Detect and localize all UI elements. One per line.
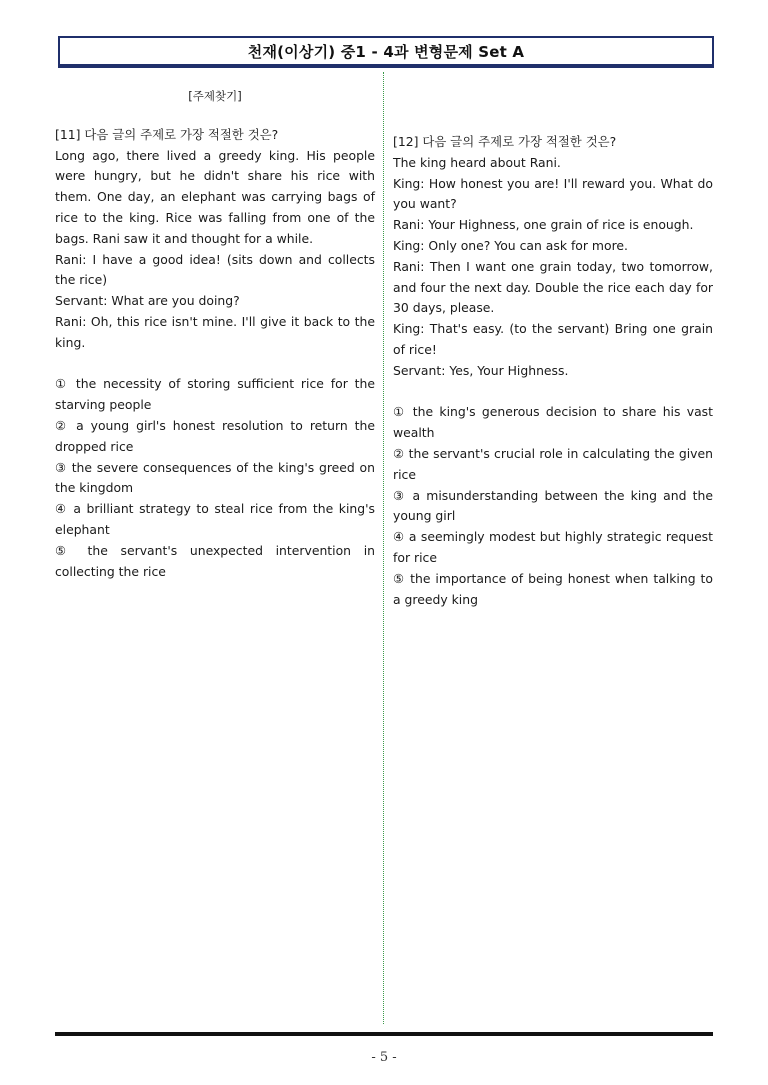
choice-1[interactable]: ① the necessity of storing sufficient rice for the starving people: [55, 376, 375, 413]
bottom-rule: [55, 1032, 713, 1036]
question-12-prompt: [12] 다음 글의 주제로 가장 적절한 것은?: [393, 134, 617, 149]
choice-5[interactable]: ⑤ the servant's unexpected intervention in collecting the rice: [55, 542, 375, 579]
passage-line: King: Only one? You can ask for more.: [393, 237, 628, 253]
passage-line: Rani: I have a good idea! (sits down and collects the rice): [55, 251, 375, 288]
column-divider: [383, 72, 384, 1024]
choice-3[interactable]: ③ a misunderstanding between the king and the young girl: [393, 487, 713, 524]
choice-4[interactable]: ④ a seemingly modest but highly strategic request for rice: [393, 529, 713, 565]
passage-line: Rani: Your Highness, one grain of rice is enough.: [393, 217, 694, 233]
page-title: 천재(이상기) 중1 - 4과 변형문제 Set A: [247, 43, 525, 61]
choice-2[interactable]: ② the servant's crucial role in calculating the given rice: [393, 445, 713, 482]
left-column: [55, 86, 375, 582]
passage-line: The king heard about Rani.: [393, 154, 561, 170]
passage-line: Rani: Then I want one grain today, two tomorrow, and four the next day. Double the rice each day for 30 days, please.: [393, 258, 713, 316]
passage-line: Servant: What are you doing?: [55, 293, 240, 309]
right-column: [393, 132, 713, 610]
passage-line: King: How honest you are! I'll reward you. What do you want?: [393, 175, 713, 212]
passage-line: Long ago, there lived a greedy king. His people were hungry, but he didn't share his rice with them. One day, an elephant was carrying bags of rice to the king. Rice was falling from one of the bags. Rani saw it and thought for a while.: [55, 147, 375, 246]
passage-line: King: That's easy. (to the servant) Bring one grain of rice!: [393, 321, 713, 357]
page-number: - 5 -: [371, 1050, 397, 1065]
spacer: [393, 382, 713, 403]
choice-1[interactable]: ① the king's generous decision to share his vast wealth: [393, 404, 713, 441]
choice-3[interactable]: ③ the severe consequences of the king's greed on the kingdom: [55, 459, 375, 496]
choice-2[interactable]: ② a young girl's honest resolution to return the dropped rice: [55, 417, 375, 454]
spacer: [55, 354, 375, 375]
section-label: [주제찾기]: [188, 89, 242, 103]
question-11-prompt: [11] 다음 글의 주제로 가장 적절한 것은?: [55, 126, 279, 142]
passage-line: Rani: Oh, this rice isn't mine. I'll give it back to the king.: [55, 313, 375, 350]
passage-line: Servant: Yes, Your Highness.: [393, 362, 569, 378]
choice-4[interactable]: ④ a brilliant strategy to steal rice from the king's elephant: [55, 501, 375, 537]
header-box: [58, 36, 714, 68]
choice-5[interactable]: ⑤ the importance of being honest when talking to a greedy king: [393, 570, 713, 607]
